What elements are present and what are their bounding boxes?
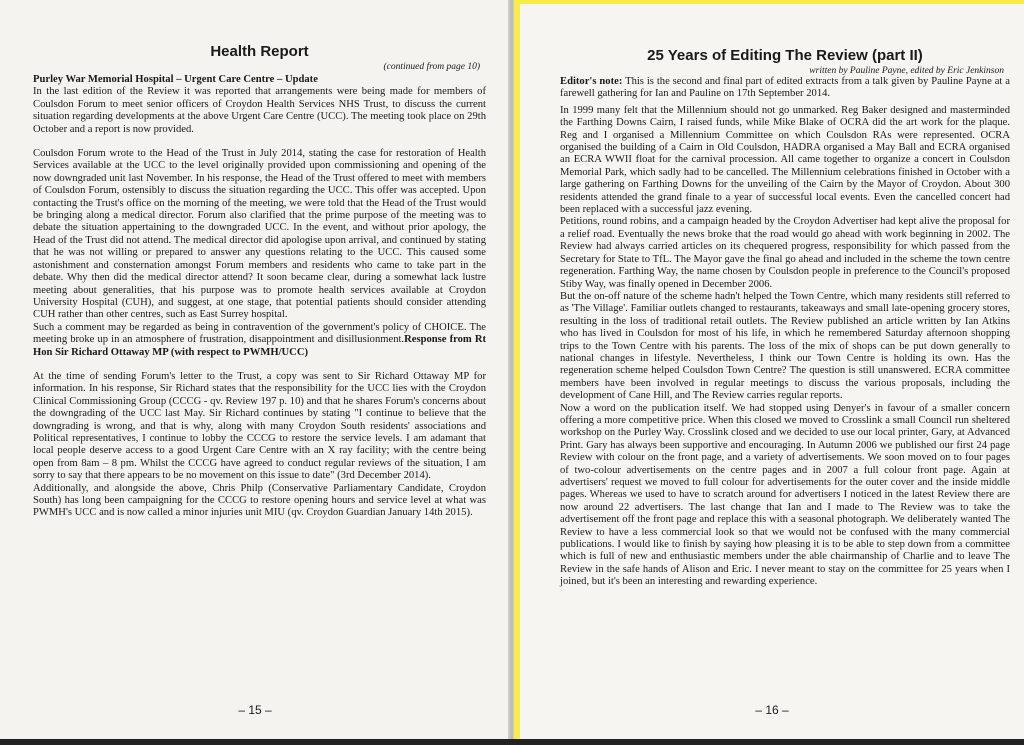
page-number-15: – 15 – [238, 703, 272, 717]
left-paragraph-3-text: Such a comment may be regarded as being in contravention of the government's policy of CHOICE. The meeting broke up in an atmosphere of frustration, disappointment and disillusionment. [33, 321, 486, 346]
editors-note-text: This is the second and final part of edited extracts from a talk given by Pauline Payne at a farewell gathering for Ian and Pauline on 17th September 2014. [560, 76, 1010, 100]
author-byline: written by Pauline Payne, edited by Eric Jenkinson [809, 66, 1004, 76]
editing-review-title: 25 Years of Editing The Review (part II) [647, 47, 923, 64]
right-paragraph-1: In 1999 many felt that the Millennium should not go unmarked. Reg Baker designed and masterminded the Farthing Downs Cairn, I raised funds, while Mike Blake of OCRA did the art work for the plaque. Reg and I organised a Millennium Committee on which Coulsdon RAs were represented. OCRA organised the building of a Cairn in Old Coulsdon, HADRA organised a May Ball and ECRA organised an ECRA WWII float for the carnival procession. All came together to organize a concert in Coulsdon Memorial Park, which sadly had to be cancelled. The Millennium celebrations finished in October with a large gathering on Farthing Downs for the unveiling of the Cairn by the Mayor of Croydon. About 300 residents attended the grand finale to a year of successful local events. Even the cancelled concert had been replaced with a successful jazz evening. [560, 104, 1010, 216]
editors-note-label: Editor's note: [560, 76, 623, 87]
continued-note: (continued from page 10) [383, 62, 480, 72]
editors-note [560, 76, 1010, 101]
ottaway-response-heading: Response from Rt Hon Sir Richard Ottaway MP (with respect to PWMH/UCC) [33, 334, 487, 358]
left-paragraph-4: At the time of sending Forum's letter to the Trust, a copy was sent to Sir Richard Ottaway MP for information. In his response, Sir Richard states that the responsibility for the UCC lies with the Croydon Clinical Commissioning Group (CCCG - qv. Review 197 p. 10) and that he shares Forum's concerns about the downgrading of the UCC last May. Sir Richard continues by stating "I continue to believe that the downgrading is wrong, and that is why, along with many Croydon South residents' associations and Political representatives, I continue to lobby the CCCG to restore the service levels. I am adamant that local people deserve access to a good Urgent Care Centre with an X ray facility; with the centre being open from 8am – 8 pm. Whilst the CCCG have agreed to conduct regular reviews of the situation, I am sorry to say that there appears to be no movement on this issue to date" (3rd December 2014). [33, 370, 486, 482]
pwmh-subheading: Purley War Memorial Hospital – Urgent Care Centre – Update [33, 74, 318, 85]
page-right [514, 0, 1024, 745]
bottom-edge [0, 739, 1024, 745]
page-number-16: – 16 – [755, 703, 789, 717]
health-report-title: Health Report [210, 43, 309, 60]
right-paragraph-4: Now a word on the publication itself. We had stopped using Denyer's in favour of a smaller concern offering a more competitive price. When this closed we moved to Crosslink a small Council run sheltered workshop on the Purley Way. Crosslink closed and we decided to use our local printer, Gary, at Advanced Print. Gary has always been supportive and encouraging. In Autumn 2006 we published our first 24 page Review with colour on the front page, and a variety of advertisements. We soon moved on to four pages of two-colour advertisements on the centre pages and in 2007 a full colour front page. Again at advertisers' request we moved to full colour for advertisements for the outer cover and the inside middle pages. Whereas we used to have to scratch around for advertisers I noticed in the latest Review there are now around 22 advertisers. The last change that Ian and I made to The Review was to take the advertisement off the front page and replace this with a seasonal photograph. We deliberately wanted The Review to have a less commercial look so that we would not be confused with the many commercial publications. I would like to finish by saying how pleasing it is to be able to step down from a committee which is full of new and enthusiastic members under the able chairmanship of Charlie and to leave The Review in the safe hands of Alison and Eric. I never meant to stay on the committee for 25 years when I joined, but it's been an interesting and rewarding experience. [560, 402, 1010, 588]
right-paragraph-2: Petitions, round robins, and a campaign headed by the Croydon Advertiser had kept alive the proposal for a relief road. Eventually the news broke that the road would go ahead with work beginning in 2002. The Review had always carried articles on its chequered progress, responsibility for which passed from the Secretary for State to TfL. The Mayor gave the final go ahead and included in the scheme the town centre regeneration. Farthing Way, the name chosen by Coulsdon people in preference to the Council's proposed Stiby Way, was finally opened in December 2006. [560, 216, 1010, 290]
left-paragraph-5: Additionally, and alongside the above, Chris Philp (Conservative Parliamentary Candidate, Croydon South) has long been campaigning for the CCCG to restore opening hours and service level at what was PWMH's UCC and is now called a minor injuries unit MIU (qv. Croydon Guardian January 14th 2015). [33, 482, 486, 519]
page-left [0, 0, 510, 745]
left-paragraph-2: Coulsdon Forum wrote to the Head of the Trust in July 2014, stating the case for restoration of Health Services available at the UCC to the level originally provided upon commissioning and opening of the now downgraded unit last November. In his response, the Head of the Trust offered to meet with members of Coulsdon Forum, ostensibly to discuss the situation regarding the UCC. This offer was accepted. Upon contacting the Trust's office on the morning of the meeting, we were told that the Head of the Trust would be bringing along a medical director. Forum also clarified that the prime purpose of the meeting was to debate the situation appertaining to the downgraded UCC. In the event, and without prior apology, the Head of the Trust did not attend. The medical director did apologise upon arrival, and continued by stating that he was not willing or prepared to answer any questions relating to the UCC. This caused some astonishment and consternation amongst Forum members and residents who came to take part in the debate. Why then did the medical director attend? It soon became clear, during a somewhat lack lustre meeting about generalities, that his purpose was to promote health services available at Croydon University Hospital (CUH), and suggest, at one stage, that potential patients should consider attending CUH rather than other centres, such as East Surrey hospital. [33, 148, 486, 321]
right-paragraph-3: But the on-off nature of the scheme hadn't helped the Town Centre, which many residents still referred to as 'The Village'. Familiar outlets changed to restaurants, takeaways and small late-opening grocery stores, resulting in the loss of traditional retail outlets. The Review published an article written by Ian Atkins who has lived in Coulsdon for most of his life, in which he remembered Saturday afternoon shopping trips to the Town Centre with his parents. The loss of the mix of shops can be put down generally to national changes in lifestyle. Nevertheless, I think our Town Centre is holding its own. Has the regeneration scheme helped Coulsdon Town Centre? The question is still unanswered. ECRA committee members have been involved in regular meetings to discuss the various proposals, including the development of Cane Hill, and The Review carries regular reports. [560, 290, 1010, 402]
left-paragraph-3 [33, 322, 486, 359]
left-paragraph-1: In the last edition of the Review it was reported that arrangements were being made for members of Coulsdon Forum to meet senior officers of Croydon Health Services NHS Trust, to discuss the current situation regarding developments at the above Urgent Care Centre (UCC). The meeting took place on 29th October and a report is now provided. [33, 86, 486, 135]
